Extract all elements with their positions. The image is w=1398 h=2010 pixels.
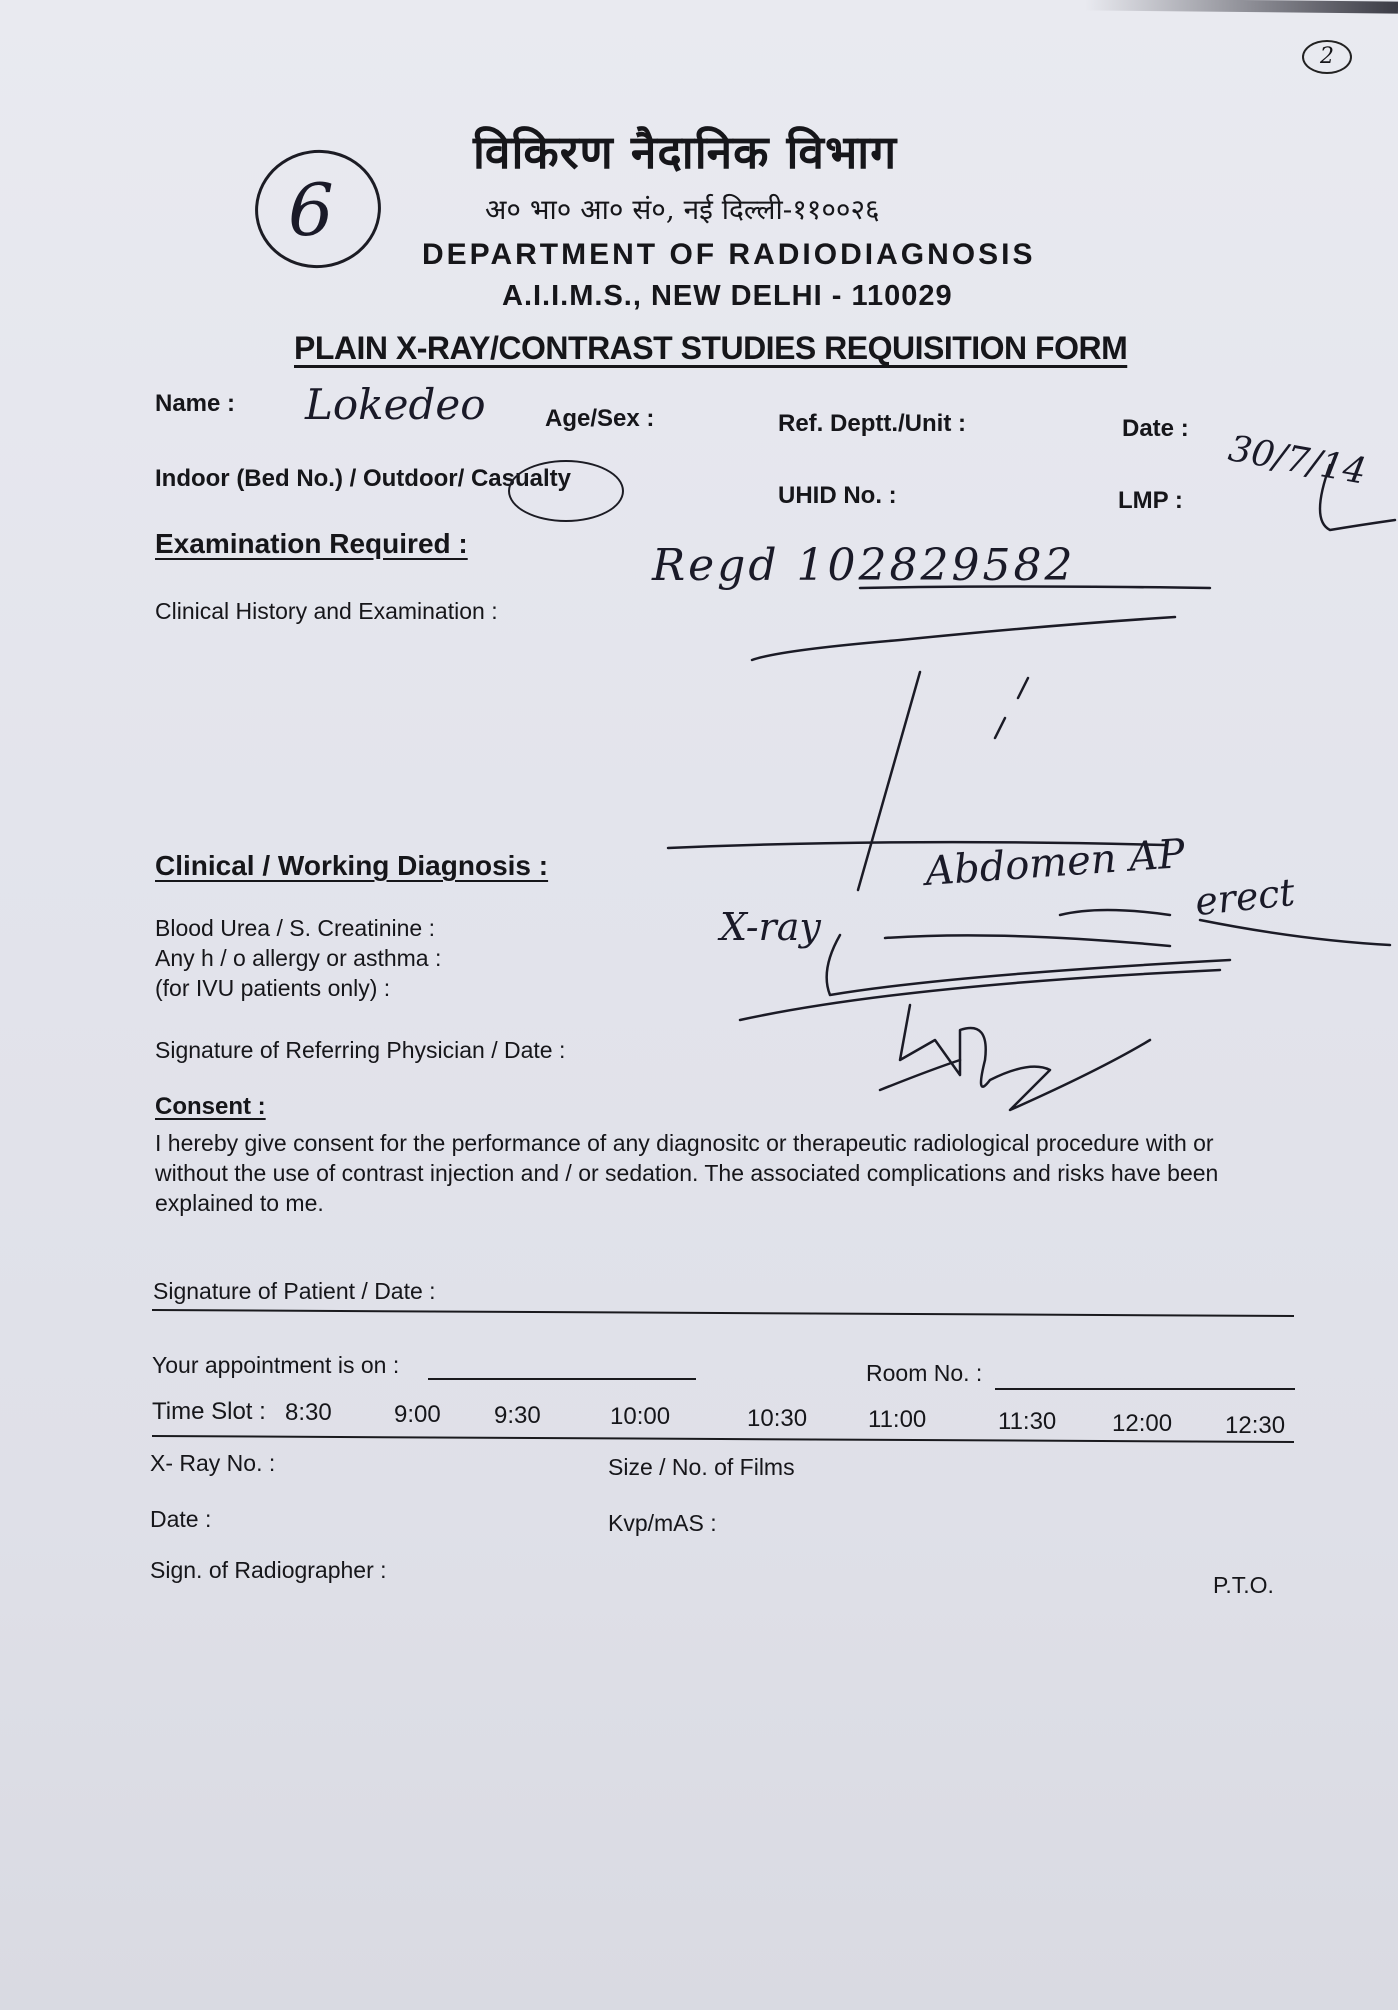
date-squiggle xyxy=(1320,465,1395,530)
erect-tail xyxy=(1200,920,1390,945)
lmp-label: LMP : xyxy=(1118,487,1183,514)
time-slot-1100: 11:00 xyxy=(868,1406,927,1433)
form-title: PLAIN X-RAY/CONTRAST STUDIES REQUISITION FORM xyxy=(294,330,1128,366)
consent-line-2: without the use of contrast injection and / or sedation. The associated complications and risks have been xyxy=(155,1160,1219,1186)
time-slot-1130: 11:30 xyxy=(998,1408,1057,1435)
ref-dept-label: Ref. Deptt./Unit : xyxy=(778,410,966,437)
page-number-mark: 2 xyxy=(1302,40,1352,74)
signature-stroke-2 xyxy=(880,1060,960,1090)
date-label: Date : xyxy=(1122,415,1189,442)
vertical-stroke-1 xyxy=(858,672,920,890)
time-slot-1200: 12:00 xyxy=(1112,1410,1173,1437)
allergy-label: Any h / o allergy or asthma : xyxy=(155,945,442,971)
hindi-title: विकिरण नैदानिक विभाग xyxy=(473,125,898,179)
xray-number-label: X- Ray No. : xyxy=(150,1450,276,1476)
uhid-label: UHID No. : xyxy=(778,482,897,509)
radiographer-signature-label: Sign. of Radiographer : xyxy=(150,1557,387,1583)
kvp-label: Kvp/mAS : xyxy=(608,1510,717,1536)
time-slot-1230: 12:30 xyxy=(1225,1412,1286,1439)
strike-through xyxy=(885,935,1170,946)
registration-number: Regd 102829582 xyxy=(652,540,1076,591)
diagnosis-line xyxy=(668,842,1165,848)
department-name: DEPARTMENT OF RADIODIAGNOSIS xyxy=(422,238,1036,271)
diagnosis-underline xyxy=(827,935,1230,995)
reg-number-underline xyxy=(860,587,1210,589)
tick-stroke-1 xyxy=(1018,678,1028,698)
physician-signature-label: Signature of Referring Physician / Date : xyxy=(155,1037,566,1063)
consent-line-1: I hereby give consent for the performance of any diagnositc or therapeutic radiological procedure with or xyxy=(155,1130,1214,1156)
diagnosis-handwritten-erect: erect xyxy=(1192,869,1297,925)
date-value: 30/7/14 xyxy=(1225,428,1370,493)
form-number: 6 xyxy=(288,168,334,252)
consent-heading: Consent : xyxy=(155,1093,266,1120)
time-slot-1000: 10:00 xyxy=(610,1403,671,1430)
age-sex-label: Age/Sex : xyxy=(545,405,655,432)
patient-type-label: Indoor (Bed No.) / Outdoor/ Casualty xyxy=(155,465,571,492)
time-slot-0900: 9:00 xyxy=(394,1401,441,1428)
pto-label: P.T.O. xyxy=(1213,1572,1274,1598)
hindi-subtitle: अ० भा० आ० सं०, नई दिल्ली-११००२६ xyxy=(485,193,880,226)
history-stroke xyxy=(752,617,1175,660)
diagnosis-handwritten-abdomen: Abdomen AP xyxy=(923,830,1187,896)
time-slot-0830: 8:30 xyxy=(285,1399,332,1426)
diagnosis-heading: Clinical / Working Diagnosis : xyxy=(155,850,549,881)
time-slot-0930: 9:30 xyxy=(494,1402,541,1429)
physician-signature xyxy=(900,1005,1150,1110)
diagnosis-handwritten-xray: X-ray xyxy=(720,905,821,949)
tick-stroke-2 xyxy=(995,718,1005,738)
radiographer-date-label: Date : xyxy=(150,1506,212,1532)
room-label: Room No. : xyxy=(866,1360,983,1386)
patient-signature-label: Signature of Patient / Date : xyxy=(153,1278,436,1304)
name-value: Lokedeo xyxy=(305,380,486,429)
blood-urea-label: Blood Urea / S. Creatinine : xyxy=(155,915,435,941)
institute-address: A.I.I.M.S., NEW DELHI - 110029 xyxy=(502,280,953,312)
clinical-history-label: Clinical History and Examination : xyxy=(155,598,498,624)
strike-through-2 xyxy=(1060,910,1170,915)
consent-line-3: explained to me. xyxy=(155,1190,324,1216)
name-label: Name : xyxy=(155,390,236,417)
time-slot-1030: 10:30 xyxy=(747,1405,808,1432)
time-slot-label: Time Slot : xyxy=(152,1398,266,1425)
film-size-label: Size / No. of Films xyxy=(608,1454,795,1480)
examination-heading: Examination Required : xyxy=(155,528,468,559)
appointment-label: Your appointment is on : xyxy=(152,1352,400,1378)
ivu-note: (for IVU patients only) : xyxy=(155,975,391,1001)
